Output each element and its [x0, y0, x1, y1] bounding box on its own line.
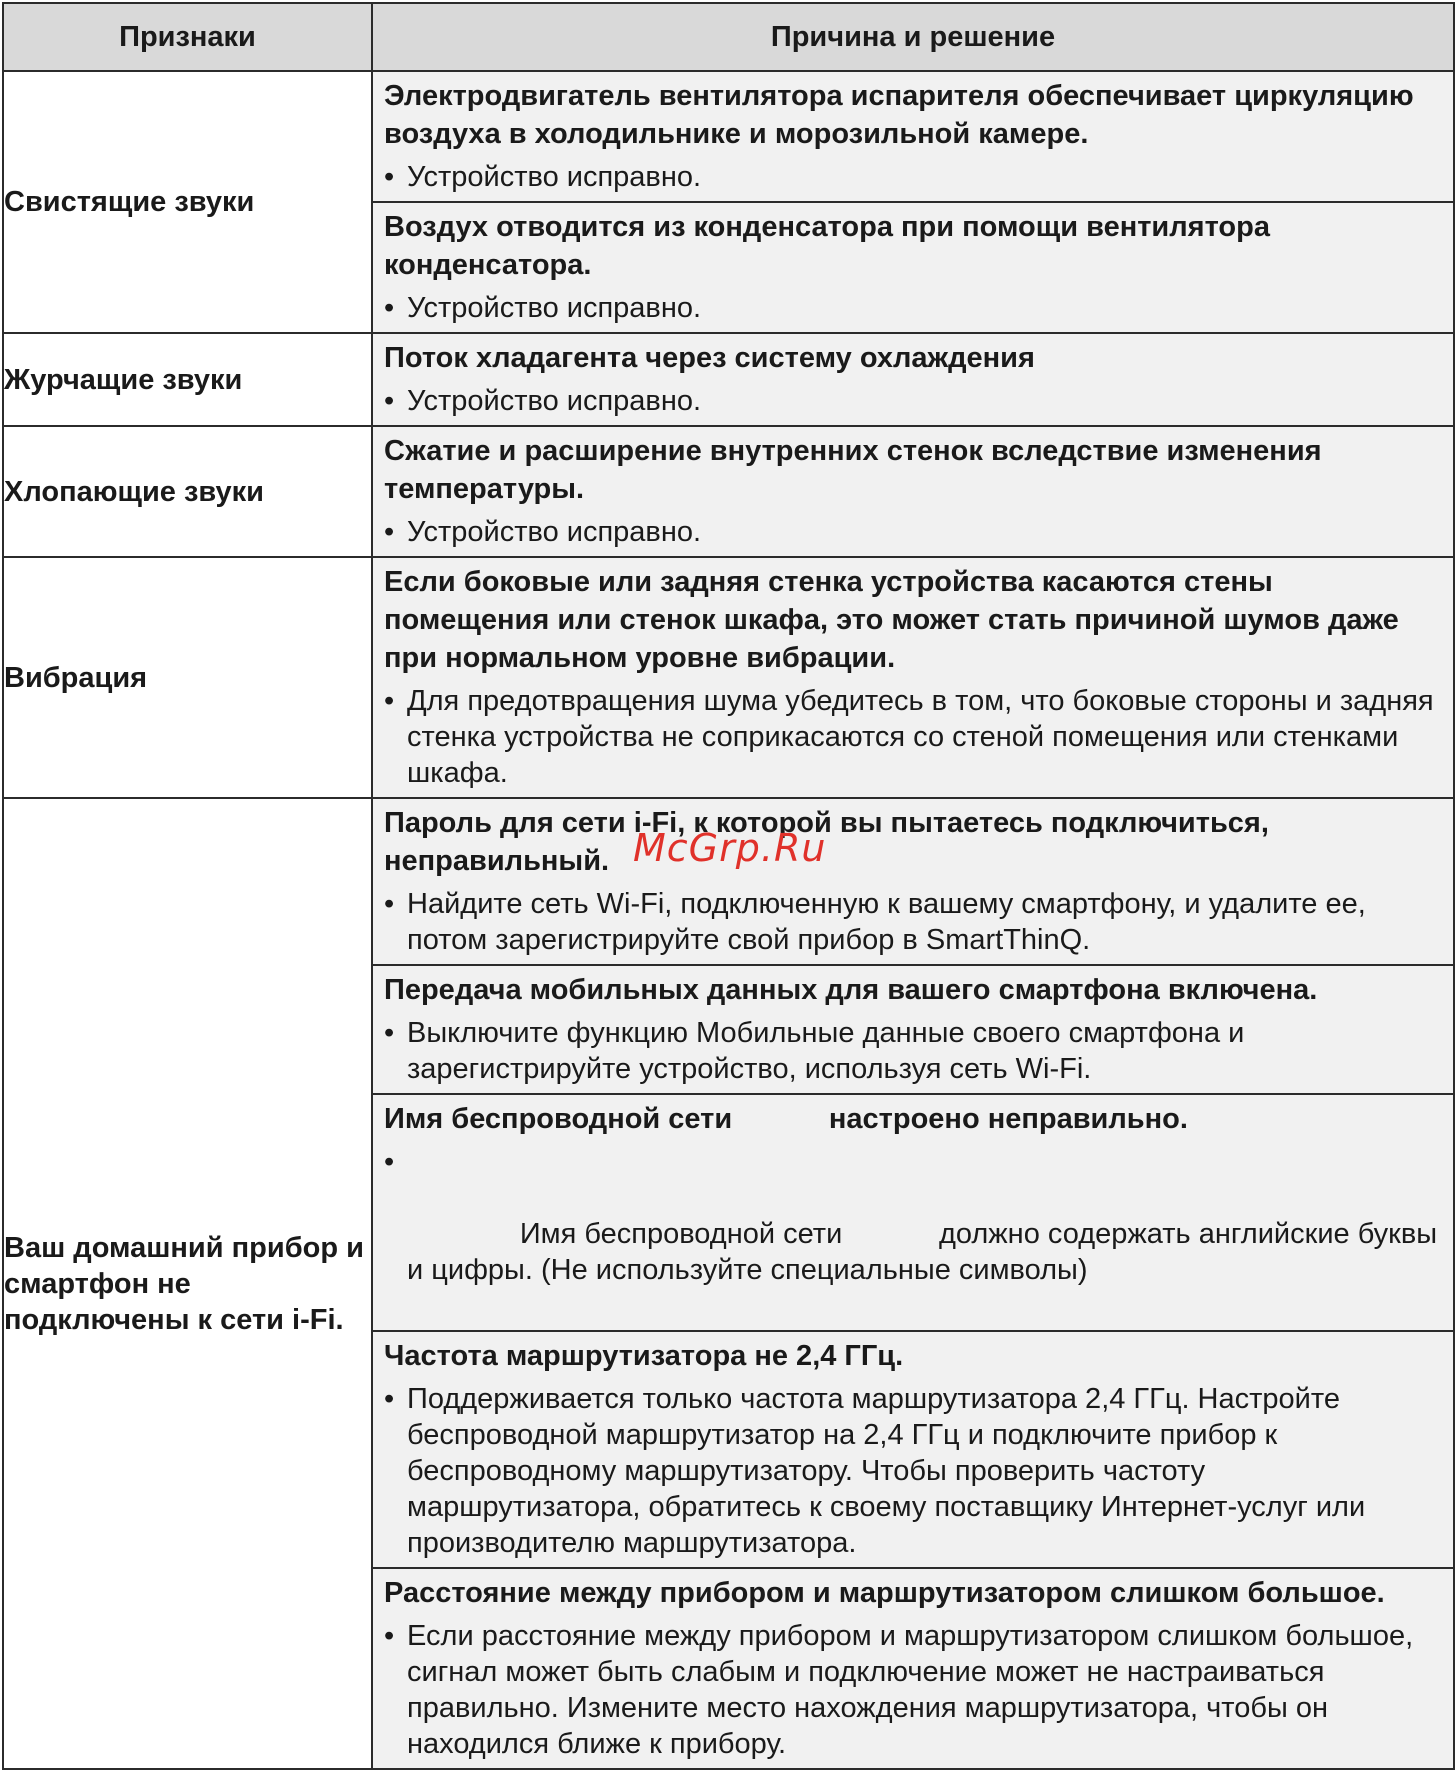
- solution-item: [384, 1144, 1446, 1324]
- cause-title: Расстояние между прибором и маршрутизатором слишком большое.: [384, 1577, 1385, 1609]
- solution-item: [384, 383, 1443, 419]
- solution-item: [384, 886, 1443, 958]
- cause-cell: [372, 71, 1454, 333]
- solution-text: Выключите функцию Мобильные данные своего смартфона и зарегистрируйте устройство, используя сеть Wi-Fi.: [407, 1017, 1245, 1085]
- symptom-cell: Журчащие звуки: [3, 333, 372, 426]
- solution-text: Если расстояние между прибором и маршрутизатором слишком большое, сигнал может быть слабым и подключение может не настраиваться правильно. Измените место нахождения маршрутизатора, чтобы он находился ближе к прибору.: [407, 1620, 1414, 1760]
- cause-cell: [372, 557, 1454, 798]
- cause-block: [373, 334, 1453, 425]
- cause-title: Частота маршрутизатора не 2,4 ГГц.: [384, 1340, 904, 1372]
- table-row: [3, 333, 1454, 426]
- table-row: [3, 71, 1454, 333]
- bullet-icon: •: [384, 685, 395, 717]
- symptom-cell: Вибрация: [3, 557, 372, 798]
- bullet-icon: •: [384, 888, 395, 920]
- table-row: [3, 557, 1454, 798]
- troubleshooting-table: [2, 2, 1455, 1770]
- cause-cell: [372, 333, 1454, 426]
- bullet-icon: •: [384, 1383, 395, 1415]
- cause-title: Воздух отводится из конденсатора при помощи вентилятора конденсатора.: [384, 211, 1270, 281]
- bullet-icon: •: [384, 1146, 395, 1178]
- solution-item: [384, 1618, 1443, 1762]
- cause-title: Если боковые или задняя стенка устройства касаются стены помещения или стенок шкафа, это может стать причиной шумов даже при нормальном уровне вибрации.: [384, 566, 1399, 674]
- symptom-cell: Хлопающие звуки: [3, 426, 372, 557]
- solution-text: Устройство исправно.: [407, 292, 702, 324]
- cause-title: Передача мобильных данных для вашего смартфона включена.: [384, 974, 1318, 1006]
- cause-title: Сжатие и расширение внутренних стенок вследствие изменения температуры.: [384, 435, 1322, 505]
- cause-title: Поток хладагента через систему охлаждения: [384, 342, 1035, 374]
- cause-cell: [372, 798, 1454, 1769]
- solution-item: [384, 683, 1443, 791]
- cause-block: [373, 964, 1453, 1093]
- solution-item: [384, 159, 1443, 195]
- bullet-icon: •: [384, 161, 395, 193]
- cause-block: [373, 558, 1453, 797]
- cause-title: Электродвигатель вентилятора испарителя обеспечивает циркуляцию воздуха в холодильнике и морозильной камере.: [384, 80, 1414, 150]
- table-row: [3, 798, 1454, 1769]
- cause-block: [373, 799, 1453, 964]
- solution-item: [384, 1381, 1443, 1561]
- solution-text: Устройство исправно.: [407, 161, 702, 193]
- bullet-icon: •: [384, 516, 395, 548]
- cause-block: [373, 1330, 1453, 1567]
- bullet-icon: •: [384, 1620, 395, 1652]
- column-header-symptom: Признаки: [3, 3, 372, 71]
- solution-text: Устройство исправно.: [407, 516, 702, 548]
- solution-item: [384, 290, 1443, 326]
- bullet-icon: •: [384, 385, 395, 417]
- cause-cell: [372, 426, 1454, 557]
- solution-text: Имя беспроводной сети должно содержать английские буквы и цифры. (Не используйте специальные символы): [407, 1218, 1446, 1286]
- cause-block: [373, 72, 1453, 201]
- solution-item: [384, 1015, 1443, 1087]
- cause-block: [373, 201, 1453, 332]
- cause-title: Имя беспроводной сети настроено неправильно.: [384, 1103, 1188, 1135]
- watermark: McGrp.Ru: [633, 826, 827, 870]
- cause-block: [373, 427, 1453, 556]
- table-header-row: [3, 3, 1454, 71]
- table-row: [3, 426, 1454, 557]
- solution-text: Для предотвращения шума убедитесь в том, что боковые стороны и задняя стенка устройства не соприкасаются со стеной помещения или стенками шкафа.: [407, 685, 1434, 789]
- solution-text: Устройство исправно.: [407, 385, 702, 417]
- solution-text: Найдите сеть Wi-Fi, подключенную к вашему смартфону, и удалите ее, потом зарегистрируйте свой прибор в SmartThinQ.: [407, 888, 1366, 956]
- cause-block: [373, 1093, 1453, 1330]
- solution-text: Поддерживается только частота маршрутизатора 2,4 ГГц. Настройте беспроводной маршрутизатор на 2,4 ГГц и подключите прибор к беспроводному маршрутизатору. Чтобы проверить частоту маршрутизатора, обратитесь к своему поставщику Интернет-услуг или производителю маршрутизатора.: [407, 1383, 1366, 1559]
- cause-title: Пароль для сети i-Fi, к которой вы пытаетесь подключиться, неправильный.: [384, 807, 1269, 877]
- column-header-cause: Причина и решение: [372, 3, 1454, 71]
- bullet-icon: •: [384, 292, 395, 324]
- solution-item: [384, 514, 1443, 550]
- symptom-cell: Ваш домашний прибор и смартфон не подключены к сети i-Fi.: [3, 798, 372, 1769]
- bullet-icon: •: [384, 1017, 395, 1049]
- symptom-cell: Свистящие звуки: [3, 71, 372, 333]
- cause-block: [373, 1567, 1453, 1768]
